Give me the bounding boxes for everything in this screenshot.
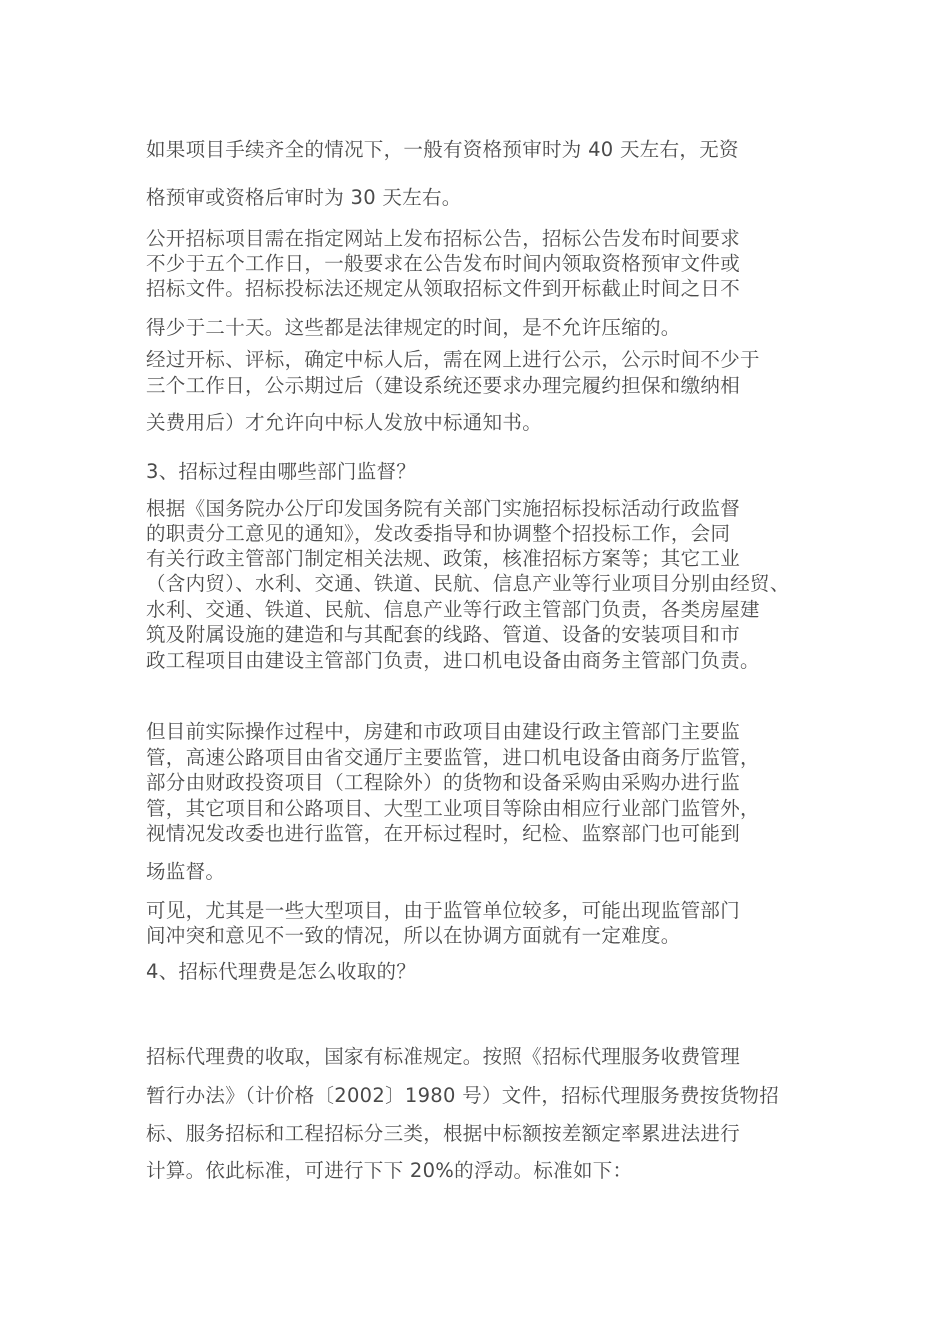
text-line: 得少于二十天。这些都是法律规定的时间，是不允许压缩的。 [146, 316, 681, 339]
text-line: 三个工作日，公示期过后（建设系统还要求办理完履约担保和缴纳相 [146, 374, 741, 397]
text-line: 公开招标项目需在指定网站上发布招标公告，招标公告发布时间要求 [146, 227, 741, 250]
text-line: 筑及附属设施的建造和与其配套的线路、管道、设备的安装项目和市 [146, 623, 741, 646]
text-line: 政工程项目由建设主管部门负责，进口机电设备由商务主管部门负责。 [146, 649, 760, 672]
text-line: 管，其它项目和公路项目、大型工业项目等除由相应行业部门监管外， [146, 797, 760, 820]
text-line: 间冲突和意见不一致的情况，所以在协调方面就有一定难度。 [146, 924, 681, 947]
text-line: 有关行政主管部门制定相关法规、政策，核准招标方案等；其它工业 [146, 547, 741, 570]
text-line: 管，高速公路项目由省交通厅主要监管，进口机电设备由商务厅监管， [146, 746, 760, 769]
text-line: 场监督。 [146, 860, 226, 883]
text-line: 关费用后）才允许向中标人发放中标通知书。 [146, 411, 543, 434]
text-line: 招标文件。招标投标法还规定从领取招标文件到开标截止时间之日不 [146, 277, 741, 300]
text-line: 格预审或资格后审时为 30 天左右。 [146, 186, 462, 209]
text-line: 视情况发改委也进行监管，在开标过程时，纪检、监察部门也可能到 [146, 822, 741, 845]
text-line: （含内贸）、水利、交通、铁道、民航、信息产业等行业项目分别由经贸、 [146, 572, 790, 595]
text-line: 不少于五个工作日，一般要求在公告发布时间内领取资格预审文件或 [146, 252, 741, 275]
text-line: 部分由财政投资项目（工程除外）的货物和设备采购由采购办进行监 [146, 771, 741, 794]
text-line: 可见，尤其是一些大型项目，由于监管单位较多，可能出现监管部门 [146, 899, 741, 922]
text-line: 招标代理费的收取，国家有标准规定。按照《招标代理服务收费管理 [146, 1045, 741, 1068]
text-line: 暂行办法》（计价格〔2002〕1980 号）文件，招标代理服务费按货物招 [146, 1084, 780, 1107]
text-line: 但目前实际操作过程中，房建和市政项目由建设行政主管部门主要监 [146, 720, 741, 743]
text-line: 计算。依此标准，可进行下下 20%的浮动。标准如下： [146, 1159, 633, 1182]
section-heading: 3、招标过程由哪些部门监督？ [146, 460, 417, 483]
text-line: 标、服务招标和工程招标分三类，根据中标额按差额定率累进法进行 [146, 1122, 741, 1145]
text-line: 如果项目手续齐全的情况下，一般有资格预审时为 40 天左右，无资 [146, 138, 739, 161]
text-line: 水利、交通、铁道、民航、信息产业等行政主管部门负责，各类房屋建 [146, 598, 760, 621]
text-line: 根据《国务院办公厅印发国务院有关部门实施招标投标活动行政监督 [146, 497, 741, 520]
section-heading: 4、招标代理费是怎么收取的？ [146, 960, 417, 983]
text-line: 经过开标、评标，确定中标人后，需在网上进行公示，公示时间不少于 [146, 348, 760, 371]
text-line: 的职责分工意见的通知》，发改委指导和协调整个招投标工作，会同 [146, 522, 731, 545]
